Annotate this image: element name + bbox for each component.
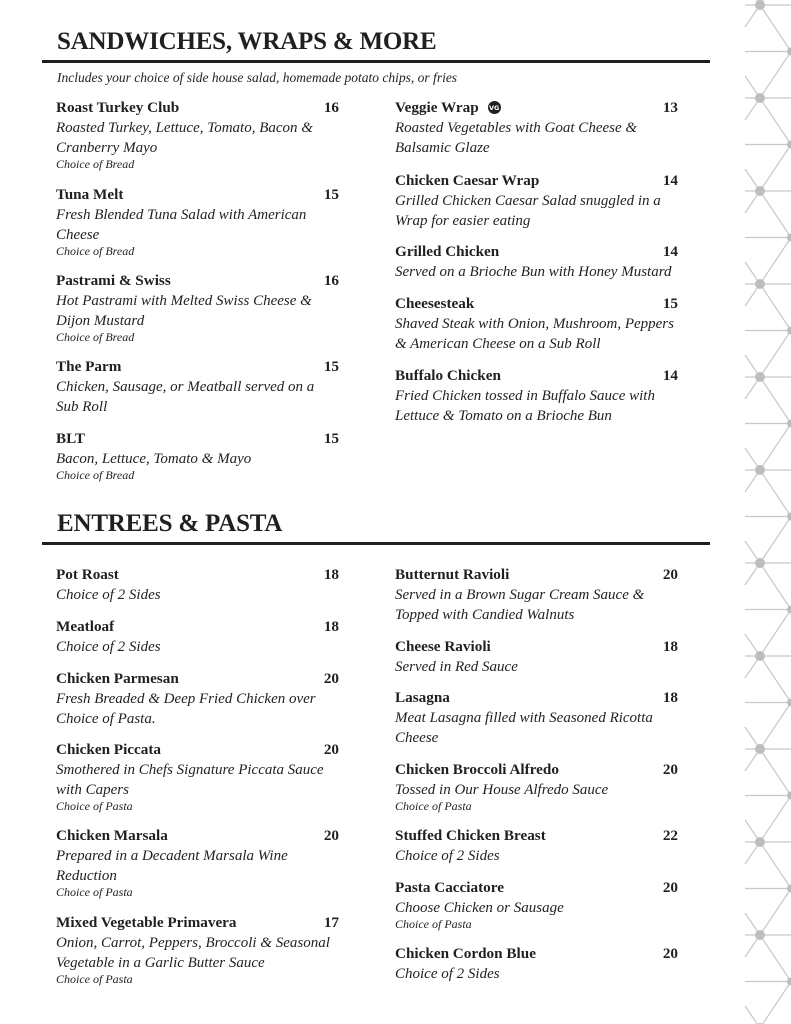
item-price: 18: [662, 637, 678, 655]
menu-item: [395, 945, 678, 984]
item-description: Prepared in a Decadent Marsala Wine Reduction: [56, 848, 288, 884]
item-description: Fresh Breaded & Deep Fried Chicken over Choice of Pasta.: [56, 691, 316, 727]
item-name: Tuna Melt: [56, 185, 124, 203]
section-title-entrees: ENTREES & PASTA: [57, 510, 283, 537]
item-price: 18: [662, 688, 678, 706]
item-description: Served on a Brioche Bun with Honey Mustard: [395, 264, 672, 280]
item-description: Meat Lasagna filled with Seasoned Ricotta Cheese: [395, 710, 653, 746]
menu-item: [56, 618, 339, 657]
item-price: 15: [662, 294, 678, 312]
item-note: Choice of Pasta: [56, 972, 133, 986]
item-name: Butternut Ravioli: [395, 565, 510, 583]
menu-item: [395, 761, 678, 813]
item-price: 15: [323, 357, 339, 375]
menu-item: [56, 566, 339, 605]
item-description: Choice of 2 Sides: [395, 966, 500, 982]
item-price: 15: [323, 185, 339, 203]
item-description: Tossed in Our House Alfredo Sauce: [395, 782, 609, 798]
menu-item: [56, 186, 339, 258]
vegetarian-badge-icon: VG: [488, 101, 501, 114]
item-name: Pastrami & Swiss: [56, 271, 171, 289]
menu-item: [395, 99, 678, 158]
menu-item: [395, 172, 678, 231]
item-name: Lasagna: [395, 688, 450, 706]
item-price: 20: [323, 826, 339, 844]
item-price: 18: [323, 617, 339, 635]
item-note: Choice of Bread: [56, 468, 135, 482]
item-price: 20: [323, 669, 339, 687]
menu-item: [395, 566, 678, 625]
menu-item: [56, 358, 339, 417]
item-description: Choose Chicken or Sausage: [395, 900, 564, 916]
section-title-sandwiches: SANDWICHES, WRAPS & MORE: [57, 28, 437, 55]
item-price: 16: [323, 271, 339, 289]
menu-item: [56, 99, 339, 171]
section-subtitle: Includes your choice of side house salad, homemade potato chips, or fries: [57, 70, 458, 85]
item-name: BLT: [56, 429, 85, 447]
item-description: Onion, Carrot, Peppers, Broccoli & Seasonal Vegetable in a Garlic Butter Sauce: [56, 935, 330, 971]
item-price: 20: [662, 944, 678, 962]
item-price: 20: [662, 760, 678, 778]
item-name: Cheesesteak: [395, 294, 475, 312]
item-name: Pasta Cacciatore: [395, 878, 504, 896]
item-name: Buffalo Chicken: [395, 366, 501, 384]
menu-item: [56, 430, 339, 482]
item-note: Choice of Pasta: [56, 799, 133, 813]
item-name: Chicken Caesar Wrap: [395, 171, 540, 189]
item-price: 14: [662, 171, 678, 189]
menu-item: [56, 670, 339, 729]
item-price: 22: [662, 826, 678, 844]
section-rule: [42, 542, 710, 545]
item-name: Chicken Broccoli Alfredo: [395, 760, 559, 778]
item-price: 18: [323, 565, 339, 583]
menu-item: [395, 879, 678, 931]
item-name: Roast Turkey Club: [56, 98, 180, 116]
item-name: The Parm: [56, 357, 122, 375]
item-price: 16: [323, 98, 339, 116]
section-rule: [42, 60, 710, 63]
item-description: Smothered in Chefs Signature Piccata Sauce with Capers: [56, 762, 324, 798]
menu-item: [395, 827, 678, 866]
item-name: Chicken Piccata: [56, 740, 162, 758]
item-note: Choice of Bread: [56, 157, 135, 171]
menu-item: [395, 243, 678, 282]
menu-item: [395, 367, 678, 426]
item-description: Choice of 2 Sides: [56, 587, 161, 603]
item-price: 17: [323, 913, 339, 931]
item-description: Roasted Turkey, Lettuce, Tomato, Bacon & Cranberry Mayo: [56, 120, 313, 156]
item-price: 14: [662, 366, 678, 384]
item-name: Cheese Ravioli: [395, 637, 491, 655]
item-description: Chicken, Sausage, or Meatball served on a Sub Roll: [56, 379, 315, 415]
item-description: Fresh Blended Tuna Salad with American Cheese: [56, 207, 307, 243]
item-name: Grilled Chicken: [395, 242, 500, 260]
item-description: Served in a Brown Sugar Cream Sauce & Topped with Candied Walnuts: [395, 587, 645, 623]
item-description: Choice of 2 Sides: [395, 848, 500, 864]
item-name: Meatloaf: [56, 617, 115, 635]
item-description: Shaved Steak with Onion, Mushroom, Peppers & American Cheese on a Sub Roll: [395, 316, 674, 352]
item-description: Hot Pastrami with Melted Swiss Cheese & Dijon Mustard: [56, 293, 312, 329]
item-description: Roasted Vegetables with Goat Cheese & Balsamic Glaze: [395, 120, 638, 156]
item-description: Bacon, Lettuce, Tomato & Mayo: [56, 451, 252, 467]
item-price: 13: [662, 98, 678, 116]
item-name: Stuffed Chicken Breast: [395, 826, 546, 844]
menu-item: [56, 741, 339, 813]
item-name: Veggie Wrap: [395, 98, 479, 116]
item-description: Grilled Chicken Caesar Salad snuggled in a Wrap for easier eating: [395, 193, 661, 229]
item-price: 20: [323, 740, 339, 758]
item-note: Choice of Pasta: [395, 799, 472, 813]
menu-item: [56, 827, 339, 899]
menu-item: [56, 914, 339, 986]
decorative-geometric-pattern-icon: [740, 0, 791, 1024]
item-description: Choice of 2 Sides: [56, 639, 161, 655]
item-name: Mixed Vegetable Primavera: [56, 913, 237, 931]
item-note: Choice of Pasta: [56, 885, 133, 899]
item-description: Served in Red Sauce: [395, 659, 518, 675]
item-price: 20: [662, 878, 678, 896]
item-note: Choice of Pasta: [395, 917, 472, 931]
menu-item: [395, 638, 678, 677]
item-price: 20: [662, 565, 678, 583]
item-note: Choice of Bread: [56, 330, 135, 344]
menu-item: [56, 272, 339, 344]
menu-item: [395, 689, 678, 748]
item-name: Chicken Parmesan: [56, 669, 179, 687]
item-name: Chicken Cordon Blue: [395, 944, 536, 962]
item-price: 14: [662, 242, 678, 260]
item-price: 15: [323, 429, 339, 447]
item-note: Choice of Bread: [56, 244, 135, 258]
menu-item: [395, 295, 678, 354]
item-name: Pot Roast: [56, 565, 119, 583]
item-name: Chicken Marsala: [56, 826, 168, 844]
item-description: Fried Chicken tossed in Buffalo Sauce with Lettuce & Tomato on a Brioche Bun: [395, 388, 655, 424]
